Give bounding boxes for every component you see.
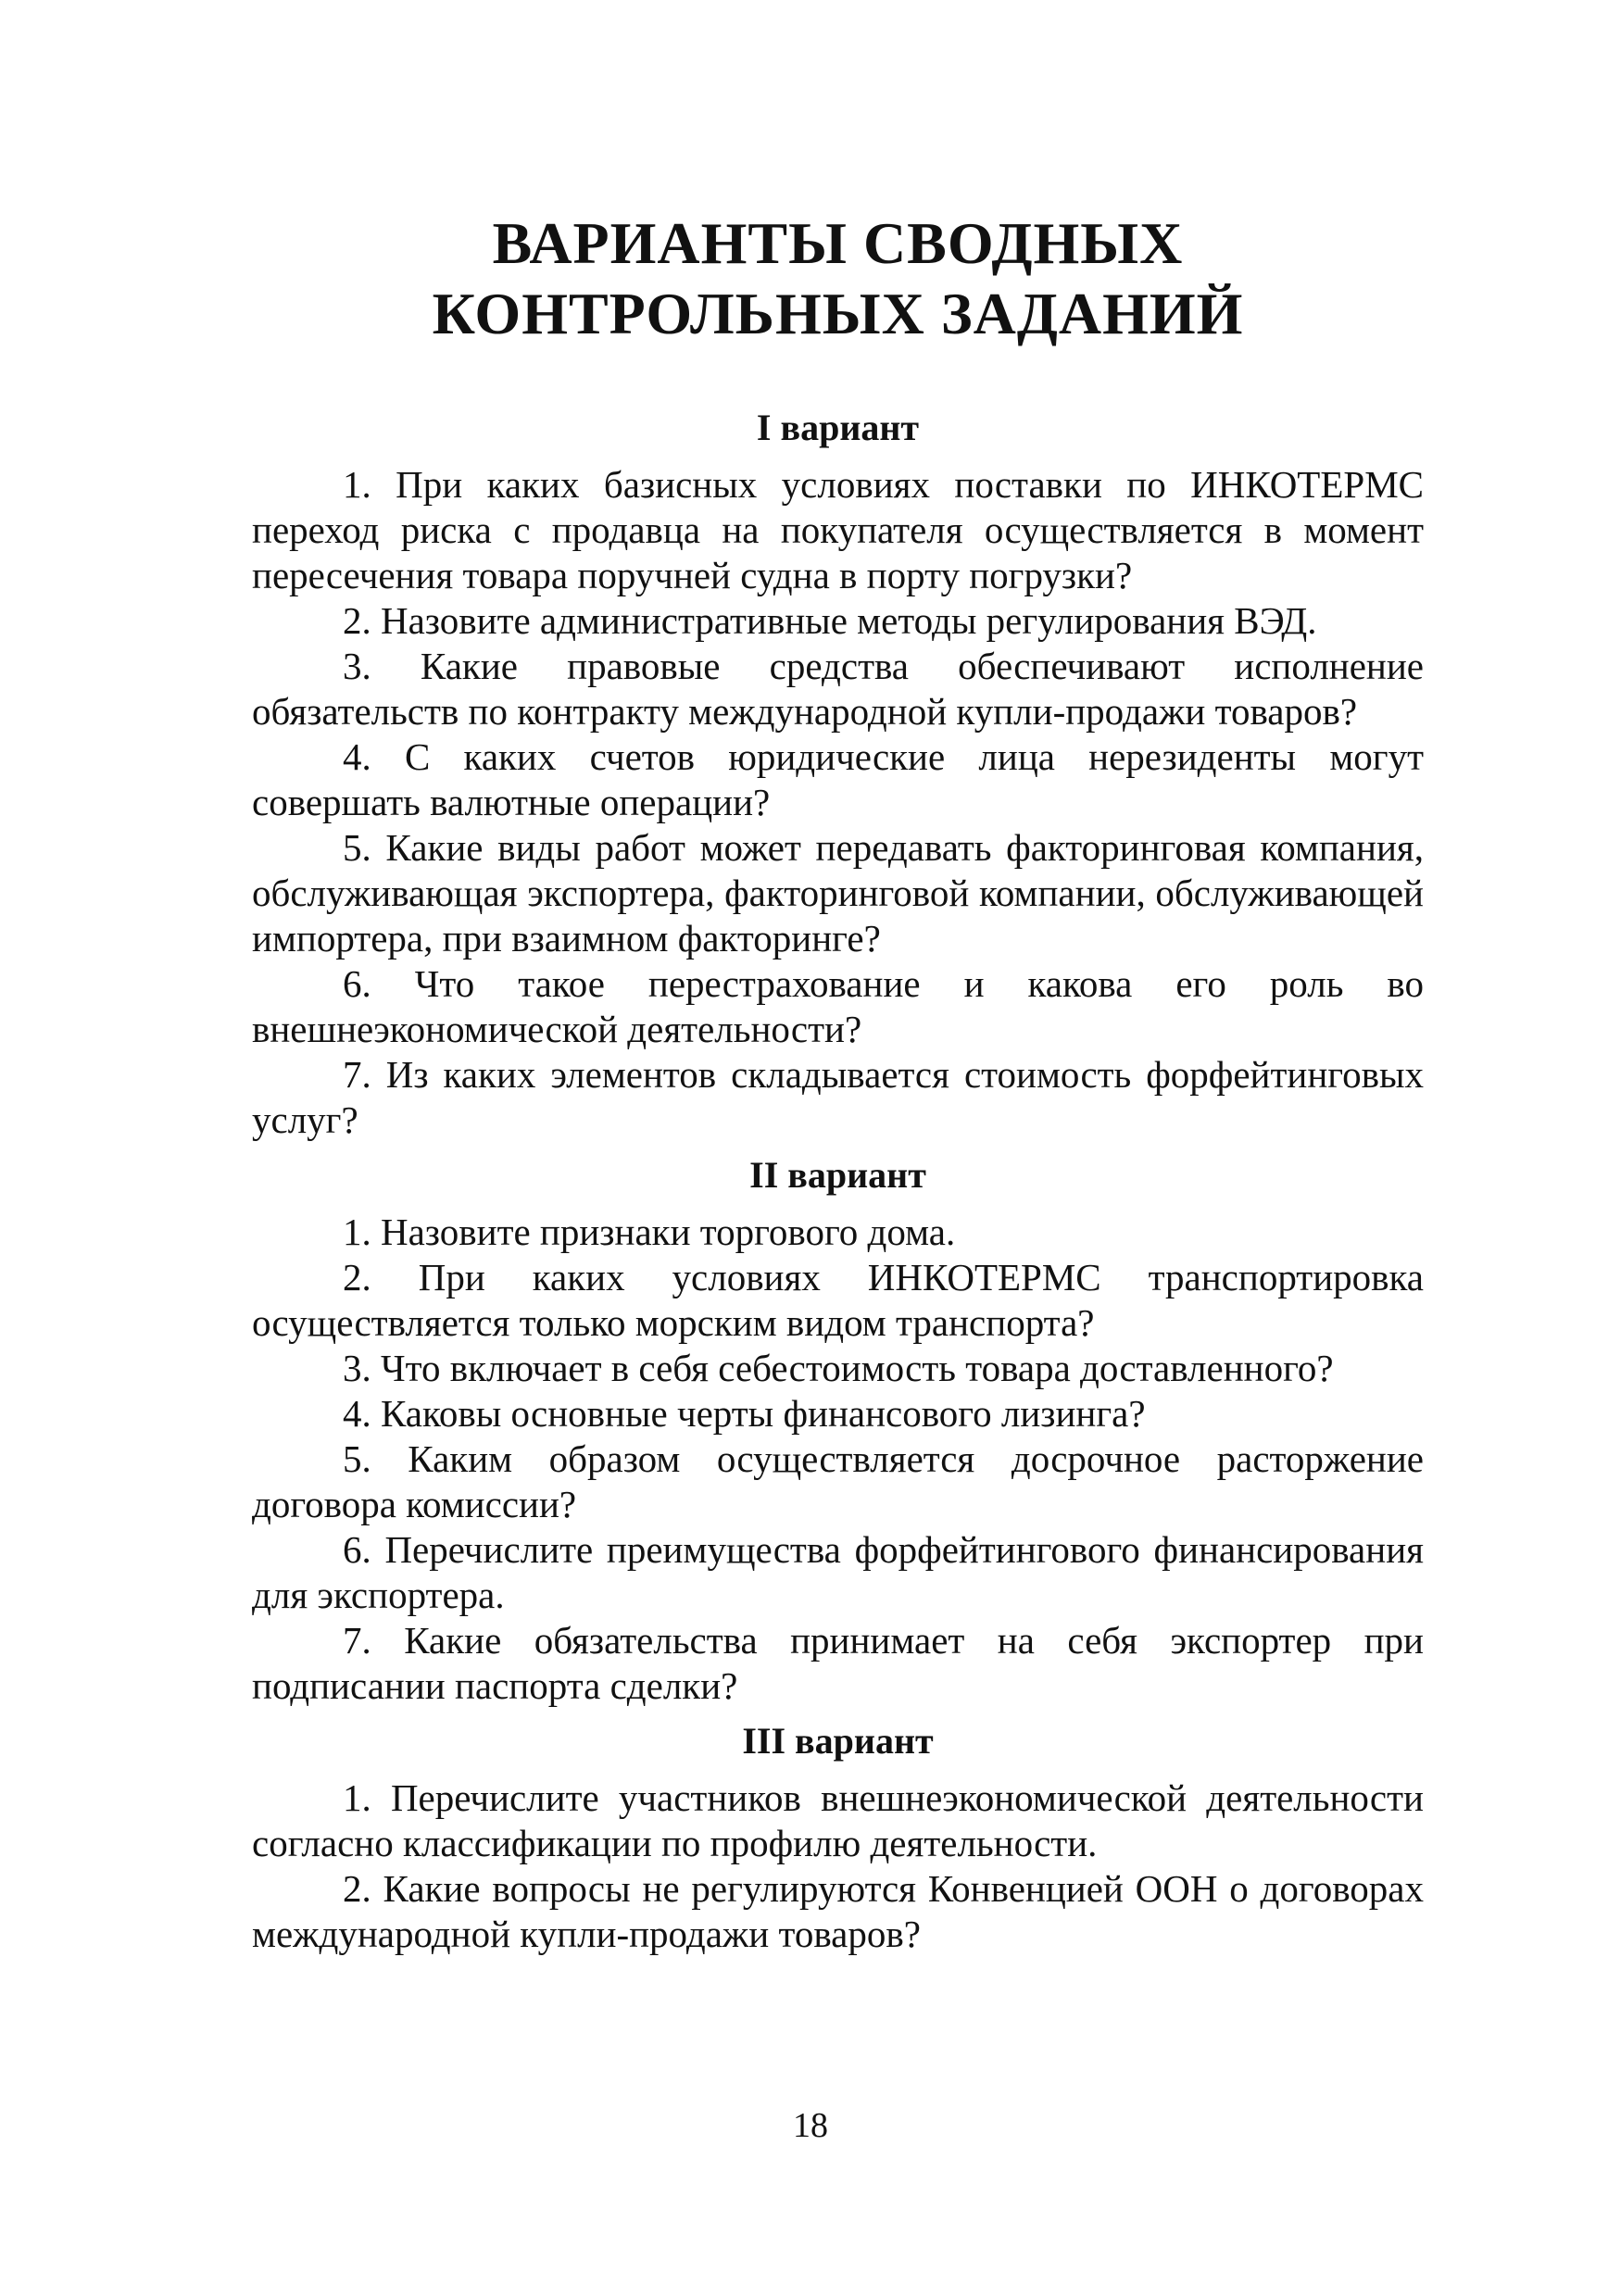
variant-1-section (252, 405, 1424, 1143)
document-page (252, 208, 1424, 1957)
question: 4. Каковы основные черты финансового лизинга? (343, 1392, 1146, 1435)
variant-3-heading: III вариант (742, 1720, 934, 1762)
question: 1. Перечислите участников внешнеэкономической деятельности согласно классификации по профилю деятельности. (252, 1776, 1424, 1864)
question: 7. Из каких элементов складывается стоимость форфейтинговых услуг? (252, 1053, 1424, 1141)
question: 5. Каким образом осуществляется досрочное расторжение договора комиссии? (252, 1437, 1424, 1525)
variant-1-heading: I вариант (756, 407, 920, 448)
question: 2. При каких условиях ИНКОТЕРМС транспортировка осуществляется только морским видом транспорта? (252, 1256, 1424, 1344)
question: 6. Что такое перестрахование и какова его роль во внешнеэкономической деятельности? (252, 962, 1424, 1050)
question: 1. При каких базисных условиях поставки по ИНКОТЕРМС переход риска с продавца на покупателя осуществляется в момент пересечения товара поручней судна в порту погрузки? (252, 463, 1424, 596)
question: 7. Какие обязательства принимает на себя экспортер при подписании паспорта сделки? (252, 1619, 1424, 1707)
variant-2-section (252, 1152, 1424, 1709)
question: 4. С каких счетов юридические лица нерезиденты могут совершать валютные операции? (252, 735, 1424, 823)
question: 3. Какие правовые средства обеспечивают исполнение обязательств по контракту международной купли-продажи товаров? (252, 645, 1424, 733)
variant-3-section (252, 1718, 1424, 1957)
title-line-2: КОНТРОЛЬНЫХ ЗАДАНИЙ (432, 281, 1244, 346)
page-number: 18 (793, 2106, 828, 2145)
page-title (252, 208, 1424, 349)
variant-2-heading: II вариант (749, 1154, 926, 1196)
question: 5. Какие виды работ может передавать факторинговая компания, обслуживающая экспортера, факторинговой компании, обслуживающей импортера, при взаимном факторинге? (252, 826, 1424, 960)
question: 2. Какие вопросы не регулируются Конвенцией ООН о договорах международной купли-продажи товаров? (252, 1867, 1424, 1955)
question: 1. Назовите признаки торгового дома. (343, 1211, 956, 1253)
question: 2. Назовите административные методы регулирования ВЭД. (343, 599, 1317, 642)
title-line-1: ВАРИАНТЫ СВОДНЫХ (492, 210, 1184, 276)
question: 6. Перечислите преимущества форфейтингового финансирования для экспортера. (252, 1528, 1424, 1616)
question: 3. Что включает в себя себестоимость товара доставленного? (343, 1347, 1334, 1389)
